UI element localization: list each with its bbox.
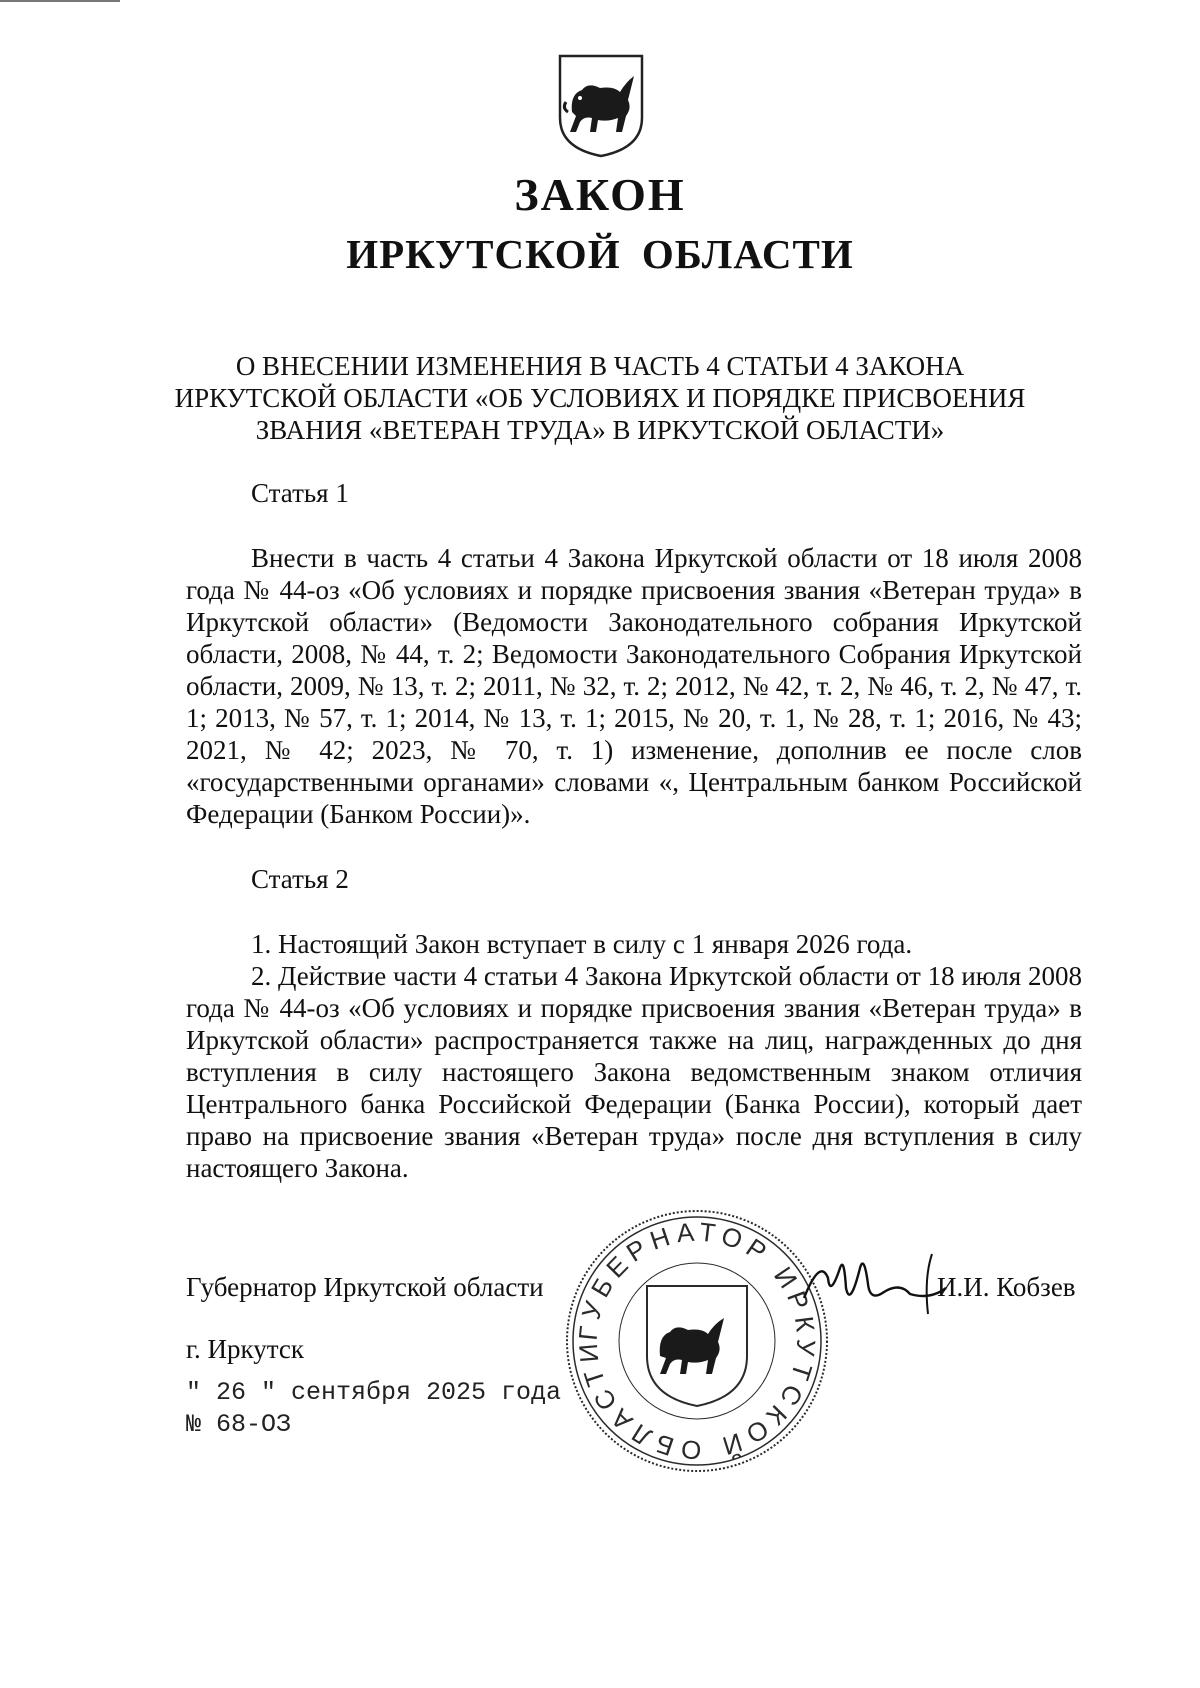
article-2-item-1: 1. Настоящий Закон вступает в силу с 1 января 2026 года. [251, 929, 913, 959]
article-2-heading: Статья 2 [251, 864, 349, 894]
handwritten-signature-icon [800, 1248, 950, 1318]
article-1-text: Внести в часть 4 статьи 4 Закона Иркутской области от 18 июля 2008 года № 44-оз «Об условиях и порядке присвоения звания «Ветеран труда» в Иркутской области» (Ведомости Законодательного собрания Иркутской области, 2008, № 44, т. 2; Ведомости Законодательного Собрания Иркутской области, 2009, № 13, т. 2; 2011, № 32, т. 2; 2012, № 42, т. 2, № 46, т. 2, № 47, т. 1; 2013, № 57, т. 1; 2014, № 13, т. 1; 2015, № 20, т. 1, № 28, т. 1; 2016, № 43; 2021, № 42; 2023, № 70, т. 1) изменение, дополнив ее после слов «государственными органами» словами «, Центральным банком Российской Федерации (Банком России)». [186, 543, 1082, 829]
governor-seal-icon [562, 1206, 832, 1476]
signing-date: " 26 " сентября 2025 года [186, 1378, 562, 1407]
law-title: ЗАКОН [514, 169, 686, 220]
law-subject-line: ЗВАНИЯ «ВЕТЕРАН ТРУДА» В ИРКУТСКОЙ ОБЛАСТИ» [255, 415, 945, 445]
irkutsk-coat-of-arms-icon [556, 52, 646, 160]
article-1-heading: Статья 1 [251, 478, 349, 508]
article-2-item-2: 2. Действие части 4 статьи 4 Закона Иркутской области от 18 июля 2008 года № 44-оз «Об условиях и порядке присвоения звания «Ветеран труда» в Иркутской области» распространяется также на лиц, награжденных до дня вступления в силу настоящего Закона ведомственным знаком отличия Центрального банка Российской Федерации (Банка России), который дает право на присвоение звания «Ветеран труда» после дня вступления в силу настоящего Закона. [186, 961, 1082, 1183]
law-subject [150, 350, 1050, 446]
law-region: ИРКУТСКОЙ ОБЛАСТИ [346, 231, 854, 277]
signatory-name: И.И. Кобзев [937, 1272, 1076, 1302]
law-subject-line: О ВНЕСЕНИИ ИЗМЕНЕНИЯ В ЧАСТЬ 4 СТАТЬИ 4 ЗАКОНА [235, 351, 965, 381]
scan-edge-line [0, 0, 120, 2]
signing-city: г. Иркутск [186, 1334, 304, 1364]
seal-ring-text: ГУБЕРНАТОР ИРКУТСКОЙ ОБЛАСТИ [572, 1216, 822, 1466]
law-number: № 68-ОЗ [186, 1410, 292, 1439]
signatory-position: Губернатор Иркутской области [186, 1272, 544, 1302]
law-subject-line: ИРКУТСКОЙ ОБЛАСТИ «ОБ УСЛОВИЯХ И ПОРЯДКЕ ПРИСВОЕНИЯ [174, 383, 1026, 413]
